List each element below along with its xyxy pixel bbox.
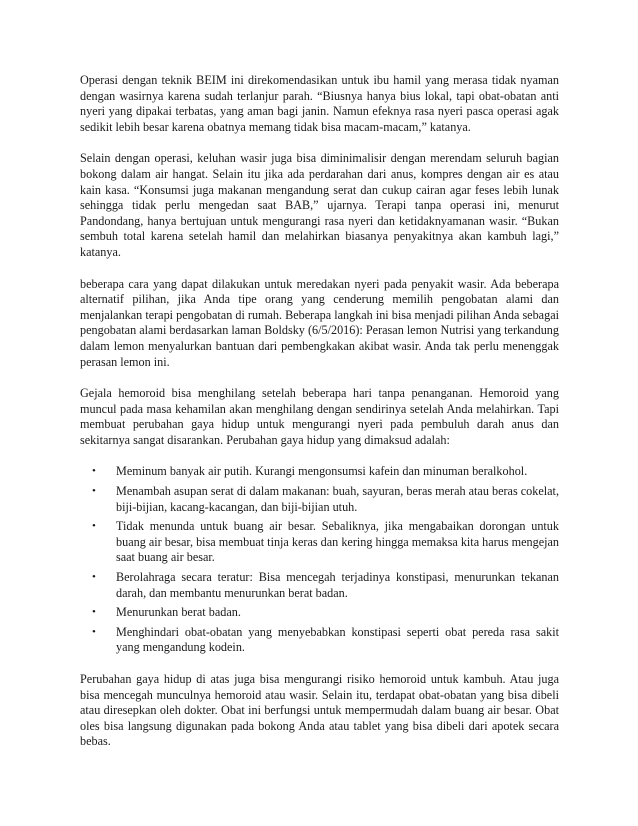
bullet-icon: •: [92, 625, 96, 638]
list-item: [80, 625, 559, 656]
paragraph-2: Selain dengan operasi, keluhan wasir juga bisa diminimalisir dengan merendam seluruh bagian bokong dalam air hangat. Selain itu jika ada perdarahan dari anus, kompres dengan air es atau kain kasa. “Konsumsi juga makanan mengandung serat dan cukup cairan agar feses lebih lunak sehingga tidak perlu mengedan saat BAB,” ujarnya. Terapi tanpa operasi ini, menurut Pandondang, hanya bertujuan untuk mengurangi rasa nyeri dan ketidaknyamanan wasir. “Bukan sembuh total karena setelah hamil dan melahirkan biasanya penyakitnya akan kambuh lagi,” katanya.: [80, 151, 559, 259]
list-item: [80, 519, 559, 566]
list-item-text: Meminum banyak air putih. Kurangi mengonsumsi kafein dan minuman beralkohol.: [116, 464, 528, 479]
list-item-text: Menurunkan berat badan.: [116, 605, 241, 620]
paragraph-4: Gejala hemoroid bisa menghilang setelah beberapa hari tanpa penanganan. Hemoroid yang muncul pada masa kehamilan akan menghilang dengan sendirinya setelah Anda melahirkan. Tapi membuat perubahan gaya hidup untuk mengurangi nyeri pada pembuluh darah anus dan sekitarnya sangat disarankan. Perubahan gaya hidup yang dimaksud adalah:: [80, 386, 559, 447]
bullet-icon: •: [92, 485, 96, 498]
list-item: [80, 484, 559, 515]
paragraph-closing: Perubahan gaya hidup di atas juga bisa mengurangi risiko hemoroid untuk kambuh. Atau juga bisa mencegah munculnya hemoroid atau wasir. Selain itu, terdapat obat-obatan yang bisa dibeli atau diresepkan oleh dokter. Obat ini berfungsi untuk mempermudah dalam buang air besar. Obat oles bisa langsung digunakan pada bokong Anda atau tablet yang bisa dibeli dari apotek secara bebas.: [80, 672, 559, 749]
list-item: [80, 464, 559, 480]
list-item-text: Menghindari obat-obatan yang menyebabkan konstipasi seperti obat pereda rasa sakit yang mengandung kodein.: [116, 624, 559, 655]
bullet-icon: •: [92, 520, 96, 533]
paragraph-1: Operasi dengan teknik BEIM ini direkomendasikan untuk ibu hamil yang merasa tidak nyaman dengan wasirnya karena sudah terlanjur parah. “Biusnya hanya bius lokal, tapi obat-obatan anti nyeri yang dipakai terbatas, yang aman bagi janin. Namun efeknya rasa nyeri pasca operasi agak sedikit lebih besar karena obatnya memang tidak bisa macam-macam,” katanya.: [80, 73, 559, 134]
list-item-text: Tidak menunda untuk buang air besar. Sebaliknya, jika mengabaikan dorongan untuk buang air besar, bisa membuat tinja keras dan kering hingga memaksa kita harus mengejan saat buang air besar.: [116, 519, 559, 565]
list-item-text: Berolahraga secara teratur: Bisa mencegah terjadinya konstipasi, menurunkan tekanan darah, dan membantu menurunkan berat badan.: [116, 570, 559, 600]
lifestyle-change-list: [80, 464, 559, 656]
bullet-icon: •: [92, 571, 96, 584]
list-item: [80, 570, 559, 601]
list-item: [80, 605, 559, 621]
bullet-icon: •: [92, 606, 96, 619]
paragraph-3: beberapa cara yang dapat dilakukan untuk meredakan nyeri pada penyakit wasir. Ada beberapa alternatif pilihan, jika Anda tipe orang yang cenderung memilih pengobatan alami dan menjalankan terapi pengobatan di rumah. Beberapa langkah ini bisa menjadi pilihan Anda sebagai pengobatan alami berdasarkan laman Boldsky (6/5/2016): Perasan lemon Nutrisi yang terkandung dalam lemon menyalurkan bantuan dari pembengkakan akibat wasir. Anda tak perlu menenggak perasan lemon ini.: [80, 276, 559, 369]
list-item-text: Menambah asupan serat di dalam makanan: buah, sayuran, beras merah atau beras cokelat, biji-bijian, kacang-kacangan, dan biji-bijian utuh.: [116, 484, 559, 514]
bullet-icon: •: [92, 465, 96, 478]
document-page: [80, 73, 559, 766]
